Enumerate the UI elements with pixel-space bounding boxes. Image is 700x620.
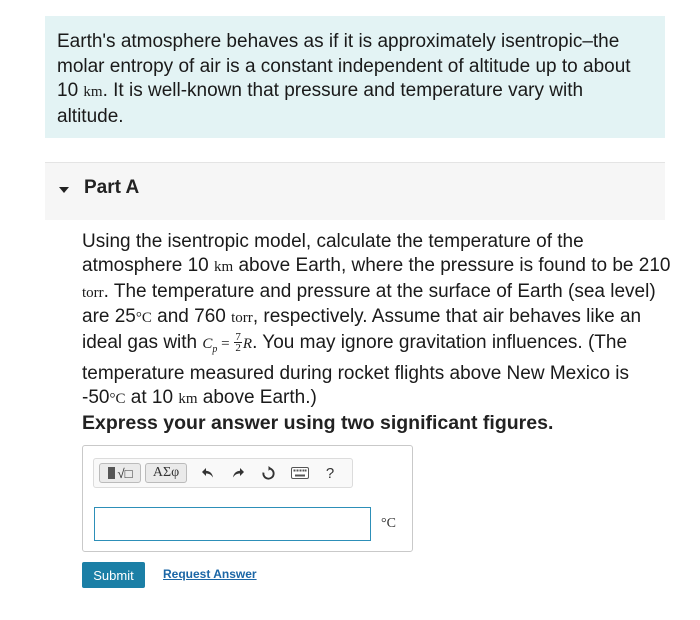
templates-icon [108,467,115,479]
equals-sign: = [217,335,234,352]
keyboard-icon[interactable] [288,463,312,483]
answer-unit: °C [381,516,396,531]
templates-button[interactable] [99,463,141,483]
cp-letter: C [202,335,213,352]
question-segment: Using the isentropic model, calculate the temperature of the atmosphere 10 [82,231,584,277]
unit-torr: torr [82,284,104,301]
undo-icon[interactable] [198,463,218,483]
problem-intro [45,16,665,138]
unit-degc: °C [109,391,126,408]
question-segment: above Earth, where the pressure is found to be 210 [233,255,671,277]
reset-icon[interactable] [258,463,278,483]
help-button[interactable]: ? [325,464,335,482]
answer-input[interactable] [94,507,371,541]
question-text [82,230,672,412]
unit-km: km [178,391,198,408]
question-segment: , respectively. Assume that air behaves like an ideal gas with [82,306,642,353]
question-segment: at 10 [125,387,179,409]
redo-icon[interactable] [228,463,248,483]
fraction-numerator: 7 [235,331,241,344]
templates-label: √□ [117,465,133,481]
part-title[interactable]: Part A [84,177,140,198]
caret-down-icon[interactable] [59,187,69,193]
fraction-denominator: 2 [235,342,241,355]
greek-symbols-button[interactable]: ΑΣφ [145,463,187,483]
math-toolbar [93,458,353,488]
intro-text-end: . It is well-known that pressure and temperature vary with altitude. [57,80,584,127]
request-answer-link[interactable]: Request Answer [163,567,257,581]
question-segment: . You may ignore gravitation influences. (The temperature measured during rocket flights above New Mexico is -50 [82,331,630,409]
submit-button[interactable]: Submit [82,562,145,588]
unit-km: km [214,259,234,276]
cp-subscript: p [212,343,218,355]
cp-symbol [202,335,218,355]
unit-torr: torr [231,310,253,327]
gas-constant-r: R [242,335,253,352]
intro-unit-km: km [83,84,103,100]
answer-box [82,445,413,552]
fraction [234,332,242,353]
question-segment: . The temperature and pressure at the surface of Earth (sea level) are 25 [82,280,656,328]
question-segment: and 760 [151,306,232,328]
answer-instruction: Express your answer using two significant figures. [82,412,554,434]
question-segment: above Earth.) [197,387,317,409]
intro-text: Earth's atmosphere behaves as if it is approximately isentropic–the molar entropy of air is a constant independent of altitude up to about 10 [57,31,631,101]
unit-degc: °C [135,310,152,327]
part-a-header[interactable] [45,162,665,220]
